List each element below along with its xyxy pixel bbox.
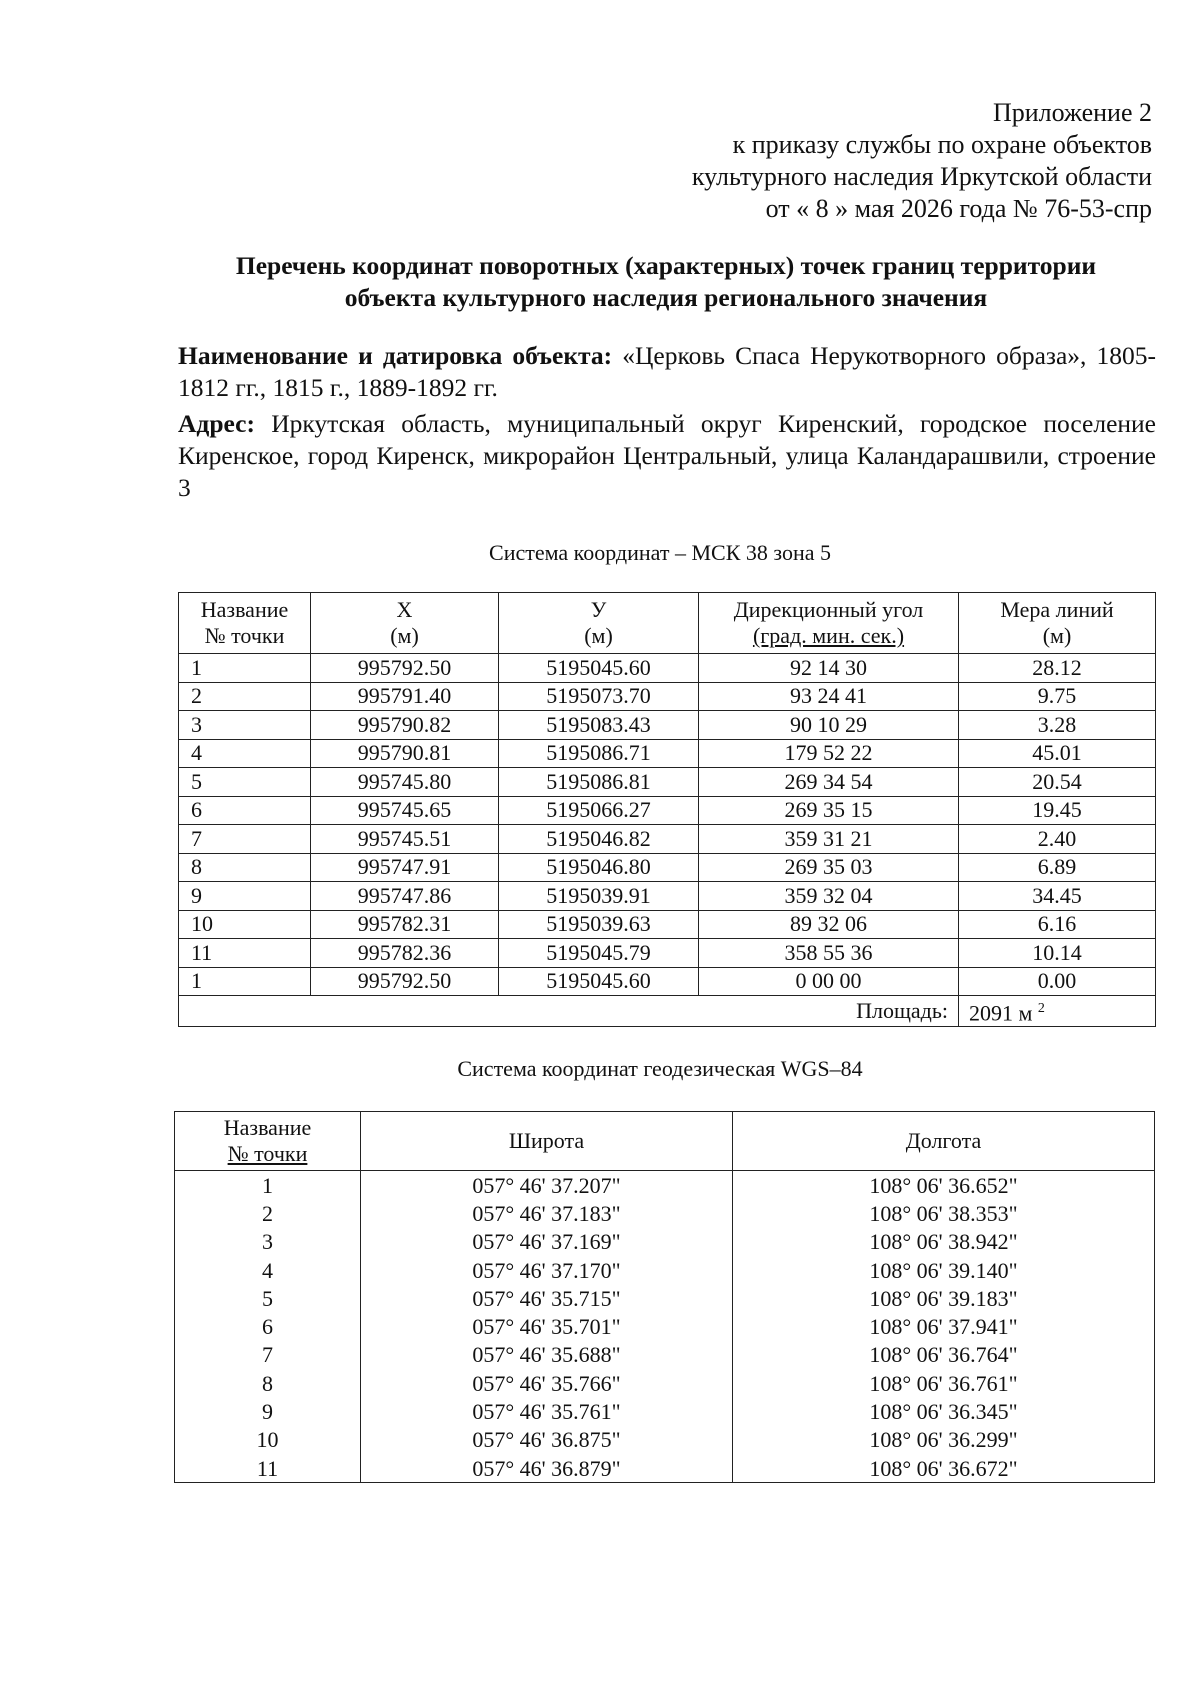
table2-body <box>175 1171 1155 1483</box>
x-cell: 995792.50 <box>311 654 499 683</box>
table-row <box>175 1199 1155 1227</box>
latitude-cell: 057° 46' 35.688" <box>361 1341 733 1369</box>
length-cell: 20.54 <box>959 768 1156 797</box>
angle-cell: 269 35 03 <box>699 853 959 882</box>
x-cell: 995782.36 <box>311 939 499 968</box>
longitude-cell: 108° 06' 38.353" <box>733 1199 1155 1227</box>
x-cell: 995747.86 <box>311 882 499 911</box>
object-address-value: Иркутская область, муниципальный округ Киренский, городское поселение Киренское, город Киренск, микрорайон Центральный, улица Каландарашвили, строение 3 <box>178 409 1156 502</box>
point-name-cell: 8 <box>262 1370 273 1396</box>
header-name-line2: № точки <box>204 623 285 648</box>
point-name-cell: 1 <box>179 654 311 683</box>
table1-area-row <box>179 996 1156 1027</box>
header-name-line1: Название <box>200 597 289 622</box>
table-row <box>179 910 1156 939</box>
angle-cell: 358 55 36 <box>699 939 959 968</box>
point-name-cell: 4 <box>262 1257 273 1283</box>
point-name-cell: 3 <box>179 711 311 740</box>
angle-cell: 89 32 06 <box>699 910 959 939</box>
appendix-order-date: от « 8 » мая 2026 года № 76-53-спр <box>765 194 1152 223</box>
length-cell: 19.45 <box>959 796 1156 825</box>
y-cell: 5195039.91 <box>499 882 699 911</box>
table-row <box>175 1284 1155 1312</box>
point-name-cell: 7 <box>262 1342 273 1368</box>
point-name-cell: 9 <box>179 882 311 911</box>
x-cell: 995745.51 <box>311 825 499 854</box>
title-line-2: объекта культурного наследия регионального значения <box>344 283 988 312</box>
table2-caption: Система координат геодезическая WGS–84 <box>457 1056 863 1081</box>
longitude-cell: 108° 06' 36.345" <box>733 1397 1155 1425</box>
length-cell: 3.28 <box>959 711 1156 740</box>
latitude-cell: 057° 46' 37.169" <box>361 1228 733 1256</box>
title-line-1: Перечень координат поворотных (характерных) точек границ территории <box>235 251 1097 280</box>
header-length-line1: Мера линий <box>1000 597 1114 622</box>
table-row <box>179 654 1156 683</box>
x-cell: 995791.40 <box>311 682 499 711</box>
table1-header-y <box>499 593 699 654</box>
longitude-cell: 108° 06' 36.299" <box>733 1426 1155 1454</box>
table-row <box>179 768 1156 797</box>
table-row <box>179 682 1156 711</box>
angle-cell: 92 14 30 <box>699 654 959 683</box>
object-info <box>178 340 1156 504</box>
table2-header-name <box>175 1112 361 1171</box>
latitude-cell: 057° 46' 37.183" <box>361 1199 733 1227</box>
object-address-label: Адрес: <box>178 409 255 438</box>
latitude-cell: 057° 46' 35.715" <box>361 1284 733 1312</box>
latitude-cell: 057° 46' 35.761" <box>361 1397 733 1425</box>
object-name <box>178 340 1156 404</box>
length-cell: 0.00 <box>959 967 1156 996</box>
angle-cell: 359 32 04 <box>699 882 959 911</box>
angle-cell: 179 52 22 <box>699 739 959 768</box>
latitude-cell: 057° 46' 36.879" <box>361 1454 733 1483</box>
point-name-cell: 5 <box>179 768 311 797</box>
table1-header-length <box>959 593 1156 654</box>
table-row <box>175 1312 1155 1340</box>
point-name-cell: 4 <box>179 739 311 768</box>
header-x-line2: (м) <box>390 623 419 648</box>
longitude-cell: 108° 06' 37.941" <box>733 1312 1155 1340</box>
table-row <box>175 1454 1155 1483</box>
header-length-line2: (м) <box>1042 623 1072 648</box>
area-label: Площадь: <box>179 996 959 1027</box>
header-y-line2: (м) <box>584 623 613 648</box>
y-cell: 5195086.71 <box>499 739 699 768</box>
header-x-line1: X <box>396 597 413 622</box>
document-title <box>176 250 1156 314</box>
object-name-label: Наименование и датировка объекта: <box>178 341 613 370</box>
msk-coordinates-table <box>178 592 1156 1027</box>
point-name-cell: 2 <box>262 1200 273 1226</box>
longitude-cell: 108° 06' 36.672" <box>733 1454 1155 1483</box>
length-cell: 2.40 <box>959 825 1156 854</box>
point-name-cell: 10 <box>256 1427 279 1453</box>
table-row <box>175 1341 1155 1369</box>
table-row <box>179 939 1156 968</box>
table1-caption: Система координат – МСК 38 зона 5 <box>489 540 831 565</box>
point-name-cell: 8 <box>179 853 311 882</box>
table1-header-angle <box>699 593 959 654</box>
longitude-cell: 108° 06' 36.764" <box>733 1341 1155 1369</box>
angle-cell: 93 24 41 <box>699 682 959 711</box>
appendix-header <box>512 97 1152 225</box>
point-name-cell: 10 <box>179 910 311 939</box>
area-value: 2091 м <box>969 1000 1033 1026</box>
wgs84-coordinates-table <box>174 1111 1155 1483</box>
y-cell: 5195039.63 <box>499 910 699 939</box>
x-cell: 995782.31 <box>311 910 499 939</box>
y-cell: 5195086.81 <box>499 768 699 797</box>
header2-name-line2: № точки <box>227 1141 308 1166</box>
y-cell: 5195073.70 <box>499 682 699 711</box>
header-y-line1: У <box>590 597 607 622</box>
appendix-service-name: культурного наследия Иркутской области <box>691 162 1152 191</box>
area-value-cell <box>959 996 1156 1027</box>
angle-cell: 269 34 54 <box>699 768 959 797</box>
x-cell: 995790.82 <box>311 711 499 740</box>
object-address <box>178 408 1156 504</box>
table-row <box>179 711 1156 740</box>
header-angle-line1: Дирекционный угол <box>733 597 924 622</box>
table-row <box>175 1256 1155 1284</box>
table2-header-row <box>175 1112 1155 1171</box>
y-cell: 5195046.82 <box>499 825 699 854</box>
length-cell: 34.45 <box>959 882 1156 911</box>
table1-header-x <box>311 593 499 654</box>
length-cell: 28.12 <box>959 654 1156 683</box>
table-row <box>179 825 1156 854</box>
length-cell: 6.16 <box>959 910 1156 939</box>
longitude-cell: 108° 06' 38.942" <box>733 1228 1155 1256</box>
latitude-cell: 057° 46' 37.170" <box>361 1256 733 1284</box>
x-cell: 995745.65 <box>311 796 499 825</box>
longitude-cell: 108° 06' 39.183" <box>733 1284 1155 1312</box>
table1-body <box>179 654 1156 996</box>
point-name-cell: 3 <box>262 1229 273 1255</box>
point-name-cell: 6 <box>179 796 311 825</box>
point-name-cell: 11 <box>179 939 311 968</box>
table-row <box>175 1397 1155 1425</box>
x-cell: 995747.91 <box>311 853 499 882</box>
x-cell: 995792.50 <box>311 967 499 996</box>
point-name-cell: 2 <box>179 682 311 711</box>
header2-name-line1: Название <box>223 1115 312 1140</box>
point-name-cell: 9 <box>262 1399 273 1425</box>
table2-header-lat: Широта <box>361 1112 733 1171</box>
table1-header-name <box>179 593 311 654</box>
longitude-cell: 108° 06' 39.140" <box>733 1256 1155 1284</box>
y-cell: 5195046.80 <box>499 853 699 882</box>
length-cell: 6.89 <box>959 853 1156 882</box>
point-name-cell: 7 <box>179 825 311 854</box>
point-name-cell: 1 <box>262 1172 273 1198</box>
table-row <box>179 853 1156 882</box>
angle-cell: 269 35 15 <box>699 796 959 825</box>
table-row <box>179 739 1156 768</box>
table-row <box>175 1228 1155 1256</box>
point-name-cell: 11 <box>256 1455 279 1481</box>
angle-cell: 90 10 29 <box>699 711 959 740</box>
latitude-cell: 057° 46' 35.766" <box>361 1369 733 1397</box>
area-unit-superscript: 2 <box>1037 1001 1045 1016</box>
table-row <box>179 796 1156 825</box>
latitude-cell: 057° 46' 36.875" <box>361 1426 733 1454</box>
header-angle-line2: (град. мин. сек.) <box>752 623 905 648</box>
point-name-cell: 6 <box>262 1314 273 1340</box>
appendix-number: Приложение 2 <box>992 98 1152 127</box>
object-name-value: «Церковь Спаса Нерукотворного образа», 1805-1812 гг., 1815 г., 1889-1892 гг. <box>178 341 1157 402</box>
y-cell: 5195045.60 <box>499 654 699 683</box>
latitude-cell: 057° 46' 35.701" <box>361 1312 733 1340</box>
longitude-cell: 108° 06' 36.761" <box>733 1369 1155 1397</box>
appendix-order-ref: к приказу службы по охране объектов <box>732 130 1152 159</box>
longitude-cell: 108° 06' 36.652" <box>733 1171 1155 1200</box>
y-cell: 5195083.43 <box>499 711 699 740</box>
table-row <box>175 1426 1155 1454</box>
table-row <box>179 882 1156 911</box>
y-cell: 5195045.60 <box>499 967 699 996</box>
length-cell: 10.14 <box>959 939 1156 968</box>
table-row <box>179 967 1156 996</box>
point-name-cell: 5 <box>262 1285 273 1311</box>
table-row <box>175 1171 1155 1200</box>
angle-cell: 359 31 21 <box>699 825 959 854</box>
point-name-cell: 1 <box>179 967 311 996</box>
x-cell: 995745.80 <box>311 768 499 797</box>
y-cell: 5195045.79 <box>499 939 699 968</box>
length-cell: 9.75 <box>959 682 1156 711</box>
length-cell: 45.01 <box>959 739 1156 768</box>
y-cell: 5195066.27 <box>499 796 699 825</box>
latitude-cell: 057° 46' 37.207" <box>361 1171 733 1200</box>
angle-cell: 0 00 00 <box>699 967 959 996</box>
table2-header-lon: Долгота <box>733 1112 1155 1171</box>
table-row <box>175 1369 1155 1397</box>
x-cell: 995790.81 <box>311 739 499 768</box>
table1-header-row <box>179 593 1156 654</box>
